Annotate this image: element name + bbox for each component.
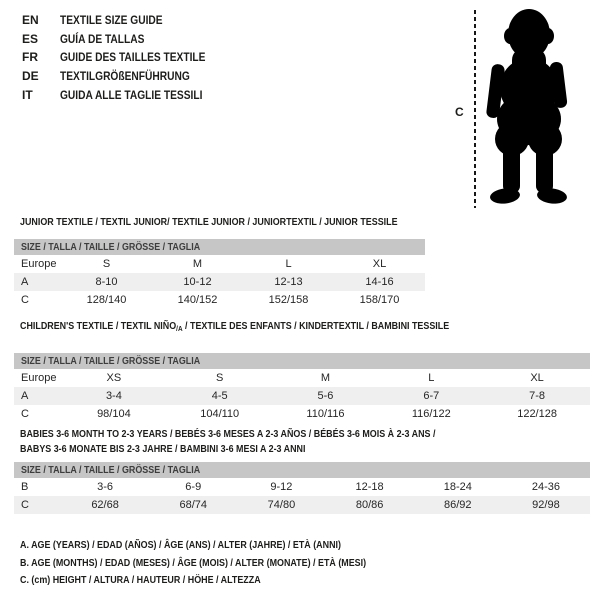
height-measure-dashed-line [474,10,476,208]
table-row [14,496,590,514]
size-header-label: SIZE / TALLA / TAILLE / GRÖSSE / TAGLIA [21,464,201,476]
height-cell: 74/80 [267,499,296,511]
row-label: B [21,481,29,493]
size-cell: S [102,258,111,270]
footnote-c [20,572,427,590]
language-code: FR [22,50,38,65]
table-row [14,291,425,309]
language-code: DE [22,69,39,84]
height-cell: 68/74 [179,499,208,511]
table-title-text [20,320,449,335]
height-cell: 80/86 [355,499,384,511]
language-code: ES [22,31,39,46]
language-row-de [22,67,231,86]
age-cell: 12-18 [355,481,384,493]
size-header-bar [14,462,590,478]
height-cell: 92/98 [532,499,560,511]
height-cell: 116/122 [411,408,451,420]
age-cell: 10-12 [183,276,212,288]
language-row-it [22,85,231,104]
height-cell: 104/110 [200,408,240,420]
table-row [14,478,590,496]
height-cell: 62/68 [91,499,119,511]
age-cell: 3-4 [105,390,122,402]
age-cell: 4-5 [211,390,228,402]
babies-textile-table [14,427,590,514]
table-row [14,369,590,387]
row-label: C [21,408,29,420]
language-code: IT [22,87,33,102]
language-title: GUIDE DES TAILLES TEXTILE [60,50,206,65]
footnote-b [20,555,427,573]
table-title-line1: BABIES 3-6 MONTH TO 2-3 YEARS / BEBÉS 3-6 MESES A 2-3 AÑOS / BÉBÉS 3-6 MOIS À 2-3 ANS / [20,428,436,440]
size-cell: L [428,372,435,384]
size-cell: XL [372,258,387,270]
size-cell: M [320,372,331,384]
age-cell: 12-13 [274,276,303,288]
table-title-line2: BABYS 3-6 MONATE BIS 2-3 JAHRE / BAMBINI 3-6 MESI A 2-3 ANNI [20,443,306,455]
language-code: EN [22,13,39,28]
footnote-c-text: C. (cm) HEIGHT / ALTURA / HAUTEUR / HÖHE / ALTEZZA [20,574,261,586]
size-cell: XS [106,372,122,384]
age-cell: 9-12 [270,481,293,493]
height-cell: 98/104 [97,408,131,420]
size-header-label: SIZE / TALLA / TAILLE / GRÖSSE / TAGLIA [21,355,201,367]
age-cell: 6-7 [423,390,440,402]
title-subscript: /A [176,324,183,333]
row-label: A [21,276,29,288]
age-cell: 7-8 [529,390,546,402]
height-cell: 110/116 [306,408,345,420]
row-label: C [21,499,29,511]
title-part: CHILDREN'S TEXTILE / TEXTIL NIÑO [20,320,177,332]
size-header-bar [14,239,425,255]
size-cell: S [216,372,224,384]
table-row [14,255,425,273]
footnote-b-text: B. AGE (MONTHS) / EDAD (MESES) / ÂGE (MOIS) / ALTER (MONATE) / ETÀ (MESI) [20,556,367,569]
size-cell: L [285,258,292,270]
footnote-a [20,537,427,555]
height-cell: 122/128 [517,408,557,420]
legend-footnotes [20,537,427,590]
size-cell: M [192,258,203,270]
language-legend [22,11,231,104]
table-row [14,387,590,405]
size-header-bar [14,353,590,369]
baby-silhouette-image [482,6,574,208]
row-label: Europe [21,258,57,270]
language-row-es [22,30,231,49]
table-title [14,320,590,335]
height-cell: 140/152 [177,294,218,306]
table-title [14,216,425,228]
age-cell: 18-24 [443,481,472,493]
language-title: GUIDA ALLE TAGLIE TESSILI [60,87,203,102]
height-cell: 128/140 [86,294,127,306]
language-title: GUÍA DE TALLAS [60,31,145,46]
height-cell: 158/170 [359,294,400,306]
height-cell: 86/92 [444,499,472,511]
age-cell: 14-16 [365,276,394,288]
language-row-fr [22,48,231,67]
language-title: TEXTILGRÖßENFÜHRUNG [60,69,190,84]
row-label: A [21,390,29,402]
footnote-a-text: A. AGE (YEARS) / EDAD (AÑOS) / ÂGE (ANS) / ALTER (JAHRE) / ETÀ (ANNI) [20,539,341,551]
age-cell: 3-6 [97,481,114,493]
language-row-en [22,11,231,30]
age-cell: 24-36 [531,481,561,493]
size-header-label: SIZE / TALLA / TAILLE / GRÖSSE / TAGLIA [21,241,201,253]
table-title [14,427,590,457]
language-title: TEXTILE SIZE GUIDE [60,13,163,28]
age-cell: 8-10 [95,276,118,288]
row-label: C [21,294,29,306]
height-cell: 152/158 [268,294,309,306]
table-row [14,405,590,423]
junior-textile-table [14,216,425,309]
table-title-text: JUNIOR TEXTILE / TEXTIL JUNIOR/ TEXTILE JUNIOR / JUNIORTEXTIL / JUNIOR TESSILE [20,216,398,228]
row-label: Europe [21,372,57,384]
height-measure-label: C [455,105,464,119]
table-row [14,273,425,291]
size-cell: XL [530,372,544,384]
title-part: / TEXTILE DES ENFANTS / KINDERTEXTIL / BAMBINI TESSILE [182,320,450,332]
childrens-textile-table [14,320,590,423]
age-cell: 6-9 [185,481,202,493]
age-cell: 5-6 [317,390,334,402]
